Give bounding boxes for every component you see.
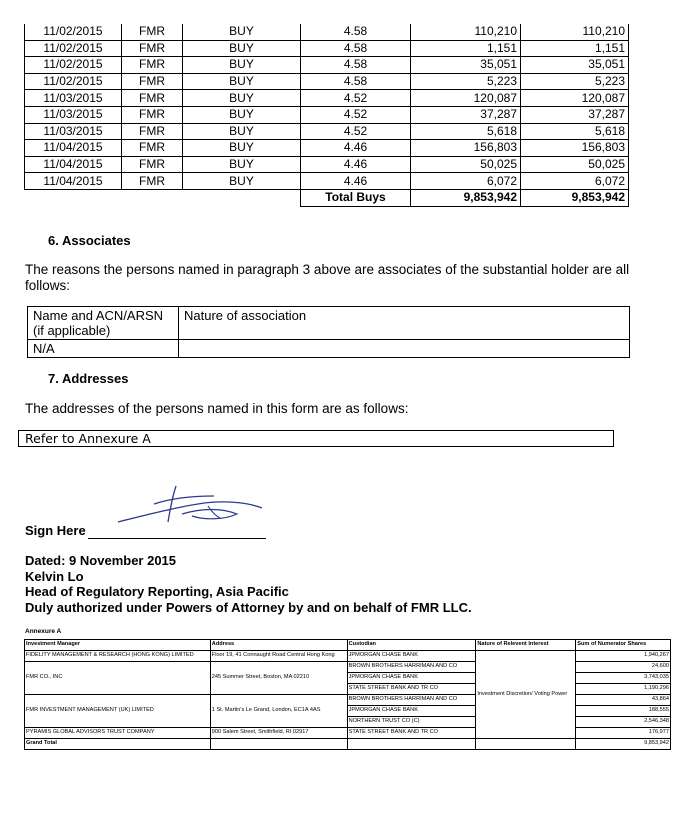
annexure-title: Annexure A — [25, 628, 62, 635]
trade-type: BUY — [183, 106, 301, 123]
annex-custodian: BROWN BROTHERS HARRIMAN AND CO — [347, 662, 476, 673]
trade-qty: 35,051 — [411, 57, 521, 74]
assoc-col1-header: Name and ACN/ARSN (if applicable) — [28, 307, 179, 340]
trade-qty: 5,223 — [411, 73, 521, 90]
annex-header-custodian: Custodian — [347, 640, 476, 651]
trade-price: 4.46 — [301, 156, 411, 173]
annex-sum: 43,864 — [576, 695, 671, 706]
annex-blank — [347, 739, 476, 750]
trade-date: 11/02/2015 — [25, 40, 122, 57]
trade-date: 11/03/2015 — [25, 90, 122, 107]
trade-qty: 37,287 — [411, 106, 521, 123]
trade-row — [25, 40, 629, 57]
trade-date: 11/04/2015 — [25, 173, 122, 190]
annex-custodian: JPMORGAN CHASE BANK — [347, 651, 476, 662]
section7-heading: 7. Addresses — [48, 371, 129, 386]
annex-sum: 1,190,296 — [576, 684, 671, 695]
annex-grand-total: 9,853,942 — [576, 739, 671, 750]
trade-total-qty: 9,853,942 — [411, 189, 521, 206]
trade-type: BUY — [183, 24, 301, 40]
annex-sum: 2,546,348 — [576, 717, 671, 728]
trade-price: 4.52 — [301, 106, 411, 123]
trades-table — [24, 24, 629, 207]
signature-image — [112, 478, 272, 530]
trade-votes: 37,287 — [521, 106, 629, 123]
trade-qty: 120,087 — [411, 90, 521, 107]
trade-price: 4.46 — [301, 140, 411, 157]
trade-type: BUY — [183, 173, 301, 190]
trade-row — [25, 140, 629, 157]
trade-price: 4.52 — [301, 90, 411, 107]
trade-row — [25, 173, 629, 190]
annex-custodian: JPMORGAN CHASE BANK — [347, 706, 476, 717]
trade-row — [25, 73, 629, 90]
signer-name: Kelvin Lo — [25, 568, 84, 584]
trade-holder: FMR — [122, 123, 183, 140]
section6-heading: 6. Associates — [48, 233, 131, 248]
trade-type: BUY — [183, 140, 301, 157]
annex-header-manager: Investment Manager — [25, 640, 211, 651]
trade-type: BUY — [183, 123, 301, 140]
trade-votes: 156,803 — [521, 140, 629, 157]
section7-text: The addresses of the persons named in this form are as follows: — [25, 401, 409, 416]
trade-date: 11/02/2015 — [25, 57, 122, 74]
trade-type: BUY — [183, 90, 301, 107]
annex-manager: PYRAMIS GLOBAL ADVISORS TRUST COMPANY — [25, 728, 211, 739]
trade-price: 4.58 — [301, 40, 411, 57]
addresses-box: Refer to Annexure A — [18, 430, 614, 447]
trade-type: BUY — [183, 57, 301, 74]
signature-block — [25, 553, 472, 615]
dated-line: Dated: 9 November 2015 — [25, 553, 177, 568]
trade-holder: FMR — [122, 57, 183, 74]
trade-total-blank — [25, 189, 122, 206]
trade-total-blank — [183, 189, 301, 206]
trade-holder: FMR — [122, 156, 183, 173]
annex-header-nature: Nature of Relevent Interest — [476, 640, 576, 651]
annex-sum: 176,977 — [576, 728, 671, 739]
annex-sum: 188,555 — [576, 706, 671, 717]
trade-votes: 110,210 — [521, 24, 629, 40]
assoc-col2-header: Nature of association — [179, 307, 630, 340]
trade-holder: FMR — [122, 24, 183, 40]
annex-nature: Investment Discretion/ Voting Power — [476, 651, 576, 739]
trade-votes: 50,025 — [521, 156, 629, 173]
trade-price: 4.58 — [301, 57, 411, 74]
trade-date: 11/03/2015 — [25, 123, 122, 140]
trade-holder: FMR — [122, 106, 183, 123]
trade-votes: 5,618 — [521, 123, 629, 140]
annex-sum: 1,940,267 — [576, 651, 671, 662]
assoc-row-value: N/A — [28, 340, 179, 358]
annex-header-sum: Sum of Numerator Shares — [576, 640, 671, 651]
trade-holder: FMR — [122, 90, 183, 107]
annex-custodian: STATE STREET BANK AND TR CO — [347, 684, 476, 695]
signature-line — [88, 538, 266, 539]
annex-header-address: Address — [210, 640, 347, 651]
trade-date: 11/02/2015 — [25, 73, 122, 90]
annex-sum: 24,600 — [576, 662, 671, 673]
trade-qty: 110,210 — [411, 24, 521, 40]
sign-here-label: Sign Here — [25, 523, 86, 538]
trade-price: 4.46 — [301, 173, 411, 190]
trade-votes: 1,151 — [521, 40, 629, 57]
trade-type: BUY — [183, 40, 301, 57]
trade-holder: FMR — [122, 173, 183, 190]
annex-address: 900 Salem Street, Smithfield, RI 02917 — [210, 728, 347, 739]
trade-date: 11/04/2015 — [25, 140, 122, 157]
trade-row — [25, 24, 629, 40]
annex-blank — [476, 739, 576, 750]
trade-qty: 5,618 — [411, 123, 521, 140]
trade-row — [25, 123, 629, 140]
trade-qty: 156,803 — [411, 140, 521, 157]
trade-date: 11/04/2015 — [25, 156, 122, 173]
trade-holder: FMR — [122, 40, 183, 57]
trade-votes: 120,087 — [521, 90, 629, 107]
trade-price: 4.58 — [301, 73, 411, 90]
annexure-table — [24, 639, 671, 750]
trade-type: BUY — [183, 73, 301, 90]
trade-row — [25, 57, 629, 74]
signer-authority: Duly authorized under Powers of Attorney by and on behalf of FMR LLC. — [25, 599, 472, 615]
annex-grand-total-label: Grand Total — [25, 739, 211, 750]
trade-qty: 50,025 — [411, 156, 521, 173]
trade-row — [25, 106, 629, 123]
trade-total-blank — [122, 189, 183, 206]
assoc-row-blank — [179, 340, 630, 358]
annex-custodian: NORTHERN TRUST CO (C) — [347, 717, 476, 728]
annex-custodian: JPMORGAN CHASE BANK — [347, 673, 476, 684]
annex-manager: FIDELITY MANAGEMENT & RESEARCH (HONG KONG) LIMITED — [25, 651, 211, 662]
annex-custodian: BROWN BROTHERS HARRIMAN AND CO — [347, 695, 476, 706]
trade-votes: 6,072 — [521, 173, 629, 190]
trade-votes: 35,051 — [521, 57, 629, 74]
trade-date: 11/02/2015 — [25, 24, 122, 40]
annex-blank — [210, 739, 347, 750]
section6-text: The reasons the persons named in paragraph 3 above are associates of the substantial holder are all follows: — [25, 262, 630, 293]
annex-sum: 3,743,035 — [576, 673, 671, 684]
annex-manager: FMR INVESTMENT MANAGEMENT (UK) LIMITED — [25, 695, 211, 728]
trade-row — [25, 90, 629, 107]
associates-table — [27, 306, 630, 358]
trade-votes: 5,223 — [521, 73, 629, 90]
trade-type: BUY — [183, 156, 301, 173]
trade-total-row — [25, 189, 629, 206]
annex-address: 1 St. Martin's Le Grand, London, EC1A 4AS — [210, 695, 347, 728]
annex-custodian: STATE STREET BANK AND TR CO — [347, 728, 476, 739]
annex-address: Floor 19, 41 Connaught Road Central Hong Kong — [210, 651, 347, 662]
annex-manager: FMR CO., INC — [25, 662, 211, 695]
trade-price: 4.58 — [301, 24, 411, 40]
trade-price: 4.52 — [301, 123, 411, 140]
trade-total-votes: 9,853,942 — [521, 189, 629, 206]
trade-holder: FMR — [122, 140, 183, 157]
trade-holder: FMR — [122, 73, 183, 90]
trade-qty: 1,151 — [411, 40, 521, 57]
trade-qty: 6,072 — [411, 173, 521, 190]
annex-address: 245 Summer Street, Boston, MA 02210 — [210, 662, 347, 695]
trade-row — [25, 156, 629, 173]
trade-total-label: Total Buys — [301, 189, 411, 206]
trade-date: 11/03/2015 — [25, 106, 122, 123]
signer-title: Head of Regulatory Reporting, Asia Pacific — [25, 584, 289, 599]
